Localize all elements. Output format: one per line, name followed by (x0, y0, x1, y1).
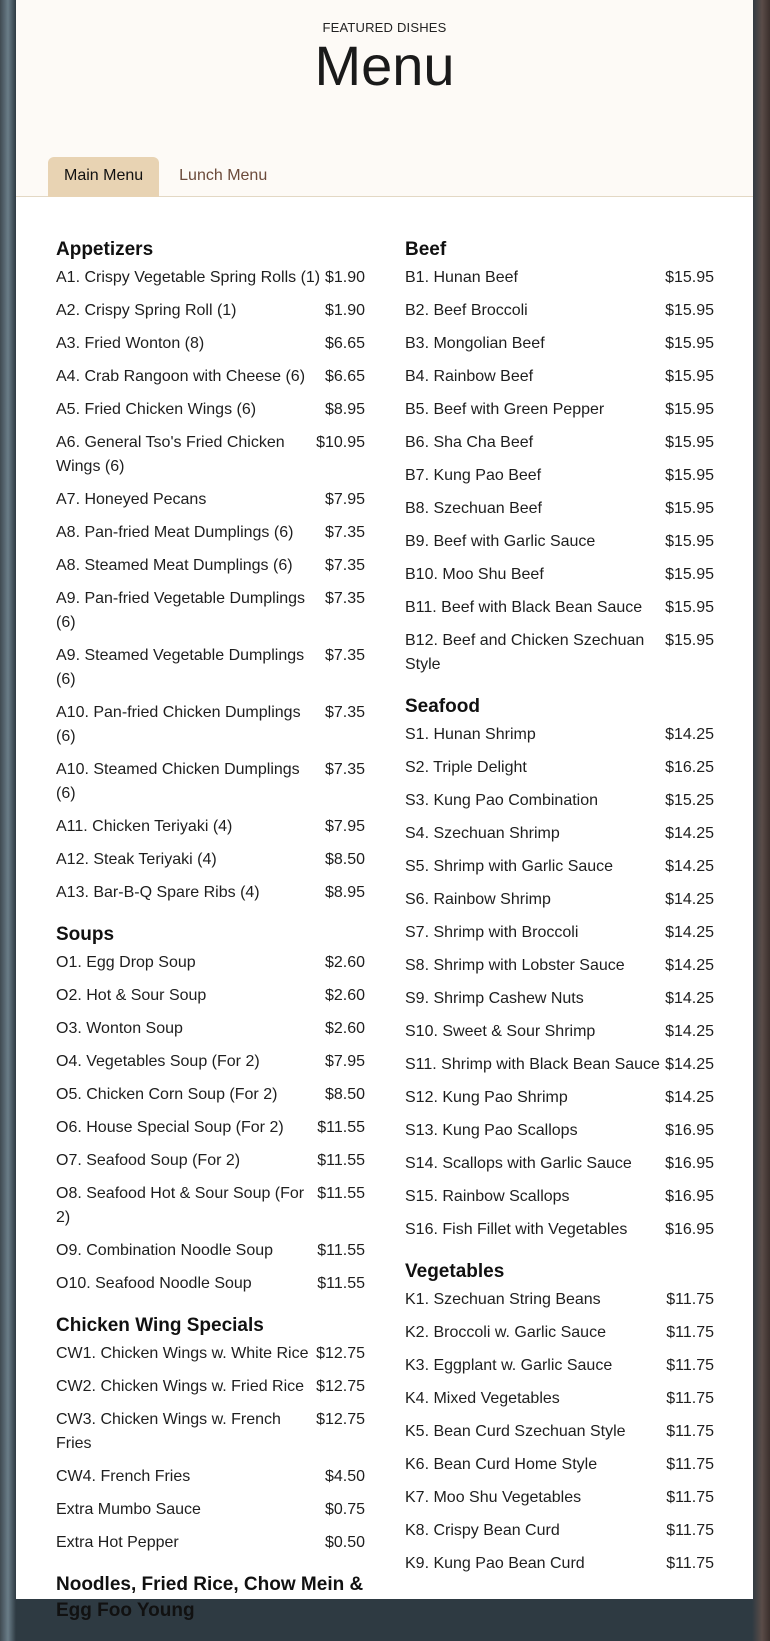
menu-item (56, 554, 365, 578)
menu-item (56, 701, 365, 749)
section-title: Appetizers (56, 239, 154, 260)
menu-item-price: $6.65 (324, 368, 365, 385)
menu-item (405, 1387, 714, 1411)
menu-item-name: A10. Pan-fried Chicken Dumplings (6) (56, 704, 301, 745)
menu-item-price: $16.95 (665, 1122, 714, 1139)
menu-item-price: $11.55 (317, 1185, 365, 1202)
menu-item-price: $11.75 (666, 1423, 714, 1440)
menu-item (405, 365, 714, 389)
menu-item (56, 1342, 365, 1366)
section-title: Beef (405, 239, 447, 260)
menu-item-name: B3. Mongolian Beef (405, 335, 545, 352)
menu-item-price: $10.95 (316, 434, 365, 451)
menu-item-name: B7. Kung Pao Beef (405, 467, 542, 484)
menu-item-name: O1. Egg Drop Soup (56, 954, 196, 971)
menu-item-price: $11.55 (317, 1242, 365, 1259)
menu-item (56, 431, 365, 479)
menu-item-price: $11.55 (317, 1275, 365, 1292)
menu-item-price: $14.25 (665, 891, 714, 908)
menu-item (405, 398, 714, 422)
section-title: Vegetables (405, 1261, 505, 1282)
menu-item (405, 629, 714, 677)
menu-item (405, 1218, 714, 1242)
tab-lunch-menu[interactable]: Lunch Menu (179, 167, 268, 184)
menu-item-name: K1. Szechuan String Beans (405, 1291, 601, 1308)
menu-item (405, 855, 714, 879)
menu-item-name: A8. Pan-fried Meat Dumplings (6) (56, 524, 294, 541)
menu-item-name: S8. Shrimp with Lobster Sauce (405, 957, 625, 974)
menu-item-name: A4. Crab Rangoon with Cheese (6) (56, 368, 306, 385)
menu-item (405, 888, 714, 912)
menu-item-price: $8.50 (324, 851, 365, 868)
featured-dishes-label: FEATURED DISHES (322, 20, 447, 35)
menu-item (405, 464, 714, 488)
menu-item-name: K5. Bean Curd Szechuan Style (405, 1423, 626, 1440)
menu-item (405, 1453, 714, 1477)
menu-item-price: $7.95 (324, 1053, 365, 1070)
menu-item-name: A13. Bar-B-Q Spare Ribs (4) (56, 884, 260, 901)
menu-item (56, 951, 365, 975)
menu-item (405, 1288, 714, 1312)
menu-item-name: Extra Hot Pepper (56, 1534, 179, 1551)
menu-item (405, 987, 714, 1011)
menu-item-price: $7.35 (324, 524, 365, 541)
menu-item-price: $2.60 (324, 987, 365, 1004)
menu-item (56, 299, 365, 323)
menu-item (56, 587, 365, 635)
menu-item (56, 332, 365, 356)
menu-item-name: B1. Hunan Beef (405, 269, 518, 286)
menu-item-price: $2.60 (324, 1020, 365, 1037)
menu-item-price: $11.75 (666, 1390, 714, 1407)
menu-item-name: A5. Fried Chicken Wings (6) (56, 401, 257, 418)
menu-header (16, 0, 753, 197)
menu-item-price: $7.95 (324, 491, 365, 508)
menu-item (56, 1050, 365, 1074)
menu-section-seafood (405, 694, 714, 1242)
menu-item-price: $12.75 (316, 1411, 365, 1428)
menu-item-price: $6.65 (324, 335, 365, 352)
menu-item-name: O8. Seafood Hot & Sour Soup (For 2) (56, 1185, 305, 1226)
menu-item-price: $15.95 (665, 632, 714, 649)
menu-item (56, 758, 365, 806)
menu-item-price: $14.25 (665, 858, 714, 875)
menu-item-name: A9. Steamed Vegetable Dumplings (6) (56, 647, 305, 688)
menu-item-name: B9. Beef with Garlic Sauce (405, 533, 596, 550)
menu-item-name: CW3. Chicken Wings w. French Fries (56, 1411, 281, 1452)
menu-item (405, 822, 714, 846)
menu-item (405, 530, 714, 554)
menu-item (405, 1354, 714, 1378)
menu-item (56, 1182, 365, 1230)
menu-item-price: $7.35 (324, 557, 365, 574)
left-menu-column (56, 237, 365, 1641)
menu-item-name: S3. Kung Pao Combination (405, 792, 599, 809)
menu-item-price: $12.75 (316, 1345, 365, 1362)
menu-item-price: $15.95 (665, 500, 714, 517)
menu-item-price: $15.95 (665, 401, 714, 418)
menu-item-price: $16.25 (665, 759, 714, 776)
menu-item (405, 1486, 714, 1510)
menu-section-vegetables (405, 1259, 714, 1576)
menu-item-price: $15.95 (665, 599, 714, 616)
menu-item (405, 1086, 714, 1110)
menu-item-name: O9. Combination Noodle Soup (56, 1242, 274, 1259)
menu-item-price: $14.25 (665, 1056, 714, 1073)
menu-item (56, 1149, 365, 1173)
menu-item (56, 815, 365, 839)
menu-item-price: $15.95 (665, 467, 714, 484)
menu-item (405, 497, 714, 521)
menu-page (16, 0, 753, 1621)
menu-item (405, 431, 714, 455)
menu-item (405, 563, 714, 587)
menu-item-name: A1. Crispy Vegetable Spring Rolls (1) (56, 269, 321, 286)
menu-item (405, 1152, 714, 1176)
menu-item-price: $12.75 (316, 1378, 365, 1395)
menu-item-name: B11. Beef with Black Bean Sauce (405, 599, 643, 616)
menu-item-name: K9. Kung Pao Bean Curd (405, 1555, 585, 1572)
menu-item-price: $15.95 (665, 269, 714, 286)
menu-item-price: $0.75 (324, 1501, 365, 1518)
menu-item-price: $14.25 (665, 924, 714, 941)
menu-item-name: K2. Broccoli w. Garlic Sauce (405, 1324, 606, 1341)
menu-item-name: K8. Crispy Bean Curd (405, 1522, 560, 1539)
menu-item-price: $11.75 (666, 1555, 714, 1572)
menu-item (405, 332, 714, 356)
menu-item (405, 266, 714, 290)
menu-item-price: $8.95 (324, 884, 365, 901)
menu-item-price: $16.95 (665, 1188, 714, 1205)
menu-item-price: $11.55 (317, 1119, 365, 1136)
menu-item (56, 1531, 365, 1555)
menu-item (56, 521, 365, 545)
menu-item (405, 789, 714, 813)
menu-item-price: $11.75 (666, 1522, 714, 1539)
menu-item (56, 1083, 365, 1107)
menu-item-name: O6. House Special Soup (For 2) (56, 1119, 284, 1136)
menu-item (56, 1116, 365, 1140)
menu-item-name: S14. Scallops with Garlic Sauce (405, 1155, 632, 1172)
menu-item-price: $15.95 (665, 368, 714, 385)
menu-item-name: B8. Szechuan Beef (405, 500, 542, 517)
right-menu-column (405, 237, 714, 1593)
menu-item-name: S10. Sweet & Sour Shrimp (405, 1023, 596, 1040)
menu-item-name: Extra Mumbo Sauce (56, 1501, 201, 1518)
menu-item-price: $16.95 (665, 1155, 714, 1172)
menu-item-name: S7. Shrimp with Broccoli (405, 924, 579, 941)
menu-section-noodles-fried-rice-chow-mein-and-egg-foo-young (56, 1572, 365, 1624)
menu-item-price: $1.90 (324, 269, 365, 286)
menu-item-name: S6. Rainbow Shrimp (405, 891, 551, 908)
menu-item (56, 848, 365, 872)
menu-item-price: $7.35 (324, 761, 365, 778)
menu-item (56, 1017, 365, 1041)
menu-item-price: $14.25 (665, 957, 714, 974)
menu-item (405, 1420, 714, 1444)
menu-item-name: A10. Steamed Chicken Dumplings (6) (56, 761, 300, 802)
menu-item-price: $7.35 (324, 704, 365, 721)
menu-section-soups (56, 922, 365, 1296)
menu-item-name: S4. Szechuan Shrimp (405, 825, 560, 842)
menu-item (405, 1321, 714, 1345)
menu-item-name: O5. Chicken Corn Soup (For 2) (56, 1086, 278, 1103)
menu-item-price: $15.95 (665, 302, 714, 319)
section-title: Chicken Wing Specials (56, 1315, 264, 1336)
menu-item-price: $11.75 (666, 1456, 714, 1473)
menu-section-beef (405, 237, 714, 677)
menu-item-name: A9. Pan-fried Vegetable Dumplings (6) (56, 590, 306, 631)
menu-item (405, 723, 714, 747)
menu-section-appetizers (56, 237, 365, 905)
menu-item-name: S11. Shrimp with Black Bean Sauce (405, 1056, 660, 1073)
menu-item-price: $0.50 (324, 1534, 365, 1551)
menu-item-name: B4. Rainbow Beef (405, 368, 534, 385)
menu-item-name: CW2. Chicken Wings w. Fried Rice (56, 1378, 305, 1395)
menu-item-price: $2.60 (324, 954, 365, 971)
menu-item-price: $7.35 (324, 590, 365, 607)
menu-item-price: $14.25 (665, 1023, 714, 1040)
menu-item-price: $11.55 (317, 1152, 365, 1169)
menu-item (56, 398, 365, 422)
menu-item-name: B12. Beef and Chicken Szechuan Style (405, 632, 645, 673)
menu-item (405, 1053, 714, 1077)
menu-item-price: $11.75 (666, 1489, 714, 1506)
menu-item-price: $15.25 (665, 792, 714, 809)
menu-item-price: $8.50 (324, 1086, 365, 1103)
menu-item-name: O3. Wonton Soup (56, 1020, 183, 1037)
section-title: Seafood (405, 696, 480, 717)
menu-item (56, 266, 365, 290)
menu-item-name: S16. Fish Fillet with Vegetables (405, 1221, 628, 1238)
menu-item (405, 1185, 714, 1209)
menu-item-name: O2. Hot & Sour Soup (56, 987, 207, 1004)
menu-item-name: A11. Chicken Teriyaki (4) (56, 818, 233, 835)
menu-item (405, 954, 714, 978)
menu-item-price: $7.35 (324, 647, 365, 664)
menu-item-price: $15.95 (665, 533, 714, 550)
menu-tabs (48, 157, 283, 197)
menu-item (56, 488, 365, 512)
section-title: Noodles, Fried Rice, Chow Mein & Egg Foo Young (56, 1574, 364, 1621)
menu-item-name: A8. Steamed Meat Dumplings (6) (56, 557, 293, 574)
menu-item-name: S5. Shrimp with Garlic Sauce (405, 858, 614, 875)
menu-item (405, 596, 714, 620)
menu-item-price: $15.95 (665, 566, 714, 583)
menu-item-price: $4.50 (324, 1468, 365, 1485)
menu-item-price: $15.95 (665, 434, 714, 451)
menu-item-name: A7. Honeyed Pecans (56, 491, 207, 508)
menu-item-price: $11.75 (666, 1324, 714, 1341)
menu-section-chicken-wing-specials (56, 1313, 365, 1555)
menu-item-name: S13. Kung Pao Scallops (405, 1122, 578, 1139)
menu-item-name: K6. Bean Curd Home Style (405, 1456, 598, 1473)
menu-item-price: $8.95 (324, 401, 365, 418)
menu-item-name: O10. Seafood Noodle Soup (56, 1275, 252, 1292)
menu-item (405, 1020, 714, 1044)
menu-item-name: S1. Hunan Shrimp (405, 726, 536, 743)
menu-item-price: $11.75 (666, 1357, 714, 1374)
menu-item-name: A3. Fried Wonton (8) (56, 335, 205, 352)
menu-item-price: $16.95 (665, 1221, 714, 1238)
menu-item (405, 921, 714, 945)
menu-item-price: $1.90 (324, 302, 365, 319)
menu-item (405, 1519, 714, 1543)
menu-item-name: A6. General Tso's Fried Chicken Wings (6) (56, 434, 285, 475)
menu-item-name: K3. Eggplant w. Garlic Sauce (405, 1357, 613, 1374)
menu-item-name: B6. Sha Cha Beef (405, 434, 534, 451)
menu-item (56, 1465, 365, 1489)
menu-item-name: S2. Triple Delight (405, 759, 527, 776)
menu-item (56, 644, 365, 692)
menu-item (56, 1498, 365, 1522)
menu-item-name: O7. Seafood Soup (For 2) (56, 1152, 241, 1169)
page-title: Menu (314, 34, 455, 97)
menu-item (56, 881, 365, 905)
menu-item-name: S15. Rainbow Scallops (405, 1188, 570, 1205)
menu-item (56, 365, 365, 389)
menu-item (405, 299, 714, 323)
menu-item (405, 1552, 714, 1576)
menu-item-name: B10. Moo Shu Beef (405, 566, 544, 583)
menu-item-name: A2. Crispy Spring Roll (1) (56, 302, 237, 319)
menu-item-price: $15.95 (665, 335, 714, 352)
menu-item-name: K7. Moo Shu Vegetables (405, 1489, 582, 1506)
menu-item-price: $11.75 (666, 1291, 714, 1308)
menu-item-name: A12. Steak Teriyaki (4) (56, 851, 217, 868)
menu-item (56, 1239, 365, 1263)
menu-item-price: $14.25 (665, 1089, 714, 1106)
menu-item-price: $7.95 (324, 818, 365, 835)
menu-item (56, 1272, 365, 1296)
menu-item-price: $14.25 (665, 726, 714, 743)
menu-item-name: K4. Mixed Vegetables (405, 1390, 560, 1407)
menu-item-name: O4. Vegetables Soup (For 2) (56, 1053, 260, 1070)
menu-item-price: $14.25 (665, 825, 714, 842)
menu-item-name: S9. Shrimp Cashew Nuts (405, 990, 584, 1007)
tab-main-menu[interactable]: Main Menu (48, 157, 159, 197)
menu-item-name: S12. Kung Pao Shrimp (405, 1089, 568, 1106)
menu-item (405, 1119, 714, 1143)
section-title: Soups (56, 924, 115, 945)
menu-item (405, 756, 714, 780)
menu-item (56, 984, 365, 1008)
menu-item (56, 1408, 365, 1456)
menu-item (56, 1375, 365, 1399)
menu-item-name: B2. Beef Broccoli (405, 302, 528, 319)
menu-item-name: B5. Beef with Green Pepper (405, 401, 605, 418)
menu-item-name: CW1. Chicken Wings w. White Rice (56, 1345, 309, 1362)
menu-item-price: $14.25 (665, 990, 714, 1007)
menu-item-name: CW4. French Fries (56, 1468, 191, 1485)
